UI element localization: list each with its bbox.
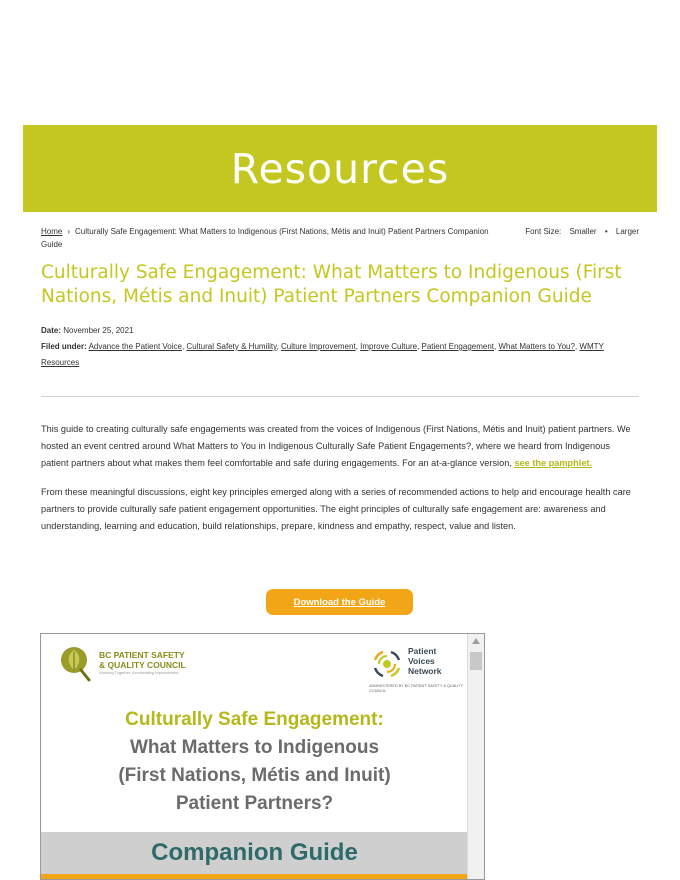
tag-link[interactable]: Advance the Patient Voice	[88, 342, 182, 351]
pdf-title	[41, 706, 468, 818]
bcpsqc-logo	[59, 644, 186, 682]
breadcrumb-bar	[41, 225, 639, 251]
download-guide-button[interactable]: Download the Guide	[266, 589, 413, 615]
page-title: Culturally Safe Engagement: What Matters to Indigenous (First Nations, Métis and Inuit) Patient Partners Companion Guide	[41, 262, 622, 307]
date-label: Date:	[41, 326, 62, 335]
post-meta	[41, 323, 641, 371]
pdf-title-line3: (First Nations, Métis and Inuit)	[118, 765, 391, 786]
bcpsqc-logo-line1: BC PATIENT SAFETY	[99, 650, 185, 660]
pdf-viewer[interactable]	[40, 633, 485, 880]
scroll-up-icon[interactable]	[472, 638, 480, 644]
pdf-companion-band	[41, 832, 468, 874]
pdf-orange-strip	[41, 874, 468, 880]
body-paragraph-text: This guide to creating culturally safe engagements was created from the voices of Indigenous (First Nations, Métis and Inuit) patient partners. We hosted an event centred around What Matters to You in Indigenous Culturally Safe Patient Engagements?, where we heard from Indigenous patient partners about what makes them feel comfortable and safe during engagements. For an at-a-glance version,	[41, 424, 631, 468]
tag-link[interactable]: Culture Improvement	[280, 342, 356, 351]
breadcrumb-home-link[interactable]: Home	[41, 227, 63, 236]
tag-link[interactable]: Patient Engagement	[421, 342, 495, 351]
date-value: November 25, 2021	[63, 326, 134, 335]
post-date	[41, 323, 641, 339]
pvn-logo-line1: Patient	[408, 646, 437, 656]
tag-link[interactable]: WMTY Resources	[41, 342, 604, 367]
breadcrumb	[41, 225, 511, 251]
pvn-logo	[369, 646, 464, 693]
breadcrumb-separator: ›	[67, 227, 71, 236]
content-divider	[41, 396, 639, 397]
pdf-page	[41, 634, 468, 879]
pdf-title-line2: What Matters to Indigenous	[129, 737, 380, 758]
font-size-control	[519, 225, 639, 238]
bcpsqc-logo-tagline: Working Together. Accelerating Improvement.	[99, 670, 180, 675]
leaf-logo-icon	[59, 644, 93, 682]
article-body	[41, 421, 639, 547]
tag-link[interactable]: Cultural Safety & Humility	[186, 342, 277, 351]
font-size-divider: •	[604, 227, 608, 236]
pdf-companion-text: Companion Guide	[151, 839, 358, 866]
font-size-label: Font Size:	[525, 227, 562, 236]
pvn-burst-icon	[369, 646, 405, 682]
filed-under-label: Filed under:	[41, 342, 87, 351]
filed-under: Filed under: Advance the Patient Voice, Cultural Safety & Humility, Culture Improvement, Improve Culture, Patient Engagement, What Matters to You?, WMTY Resources	[41, 342, 604, 367]
bcpsqc-logo-text	[99, 650, 186, 676]
breadcrumb-current: Culturally Safe Engagement: What Matters to Indigenous (First Nations, Métis and Inuit) Patient Partners Companion Guide	[41, 227, 489, 249]
pdf-scrollbar[interactable]	[467, 634, 484, 879]
pvn-logo-text	[408, 646, 442, 676]
tag-link[interactable]: What Matters to You?	[498, 342, 575, 351]
body-paragraph	[41, 421, 639, 472]
pamphlet-link[interactable]: see the pamphlet.	[514, 458, 593, 468]
font-larger-button[interactable]: Larger	[615, 227, 639, 236]
bcpsqc-logo-line2: & QUALITY COUNCIL	[99, 660, 186, 670]
scroll-thumb[interactable]	[470, 652, 482, 670]
body-paragraph: From these meaningful discussions, eight key principles emerged along with a series of recommended actions to help and encourage health care partners to provide culturally safe patient engagement opportunities. The eight principles of culturally safe engagement are: awareness and understanding, learning and education, build relationships, prepare, kindness and empathy, respect, value and listen.	[41, 487, 631, 531]
pvn-logo-subtext: ADMINISTERED BY BC PATIENT SAFETY & QUALITY COUNCIL	[369, 684, 464, 693]
pvn-logo-line2: Voices	[408, 656, 435, 666]
banner-title: Resources	[230, 144, 450, 193]
tag-link[interactable]: Improve Culture	[360, 342, 418, 351]
pvn-logo-line3: Network	[408, 666, 442, 676]
pdf-title-line1: Culturally Safe Engagement:	[125, 709, 384, 730]
pdf-title-line4: Patient Partners?	[175, 793, 334, 814]
font-smaller-button[interactable]: Smaller	[569, 227, 597, 236]
page-banner	[23, 125, 657, 212]
